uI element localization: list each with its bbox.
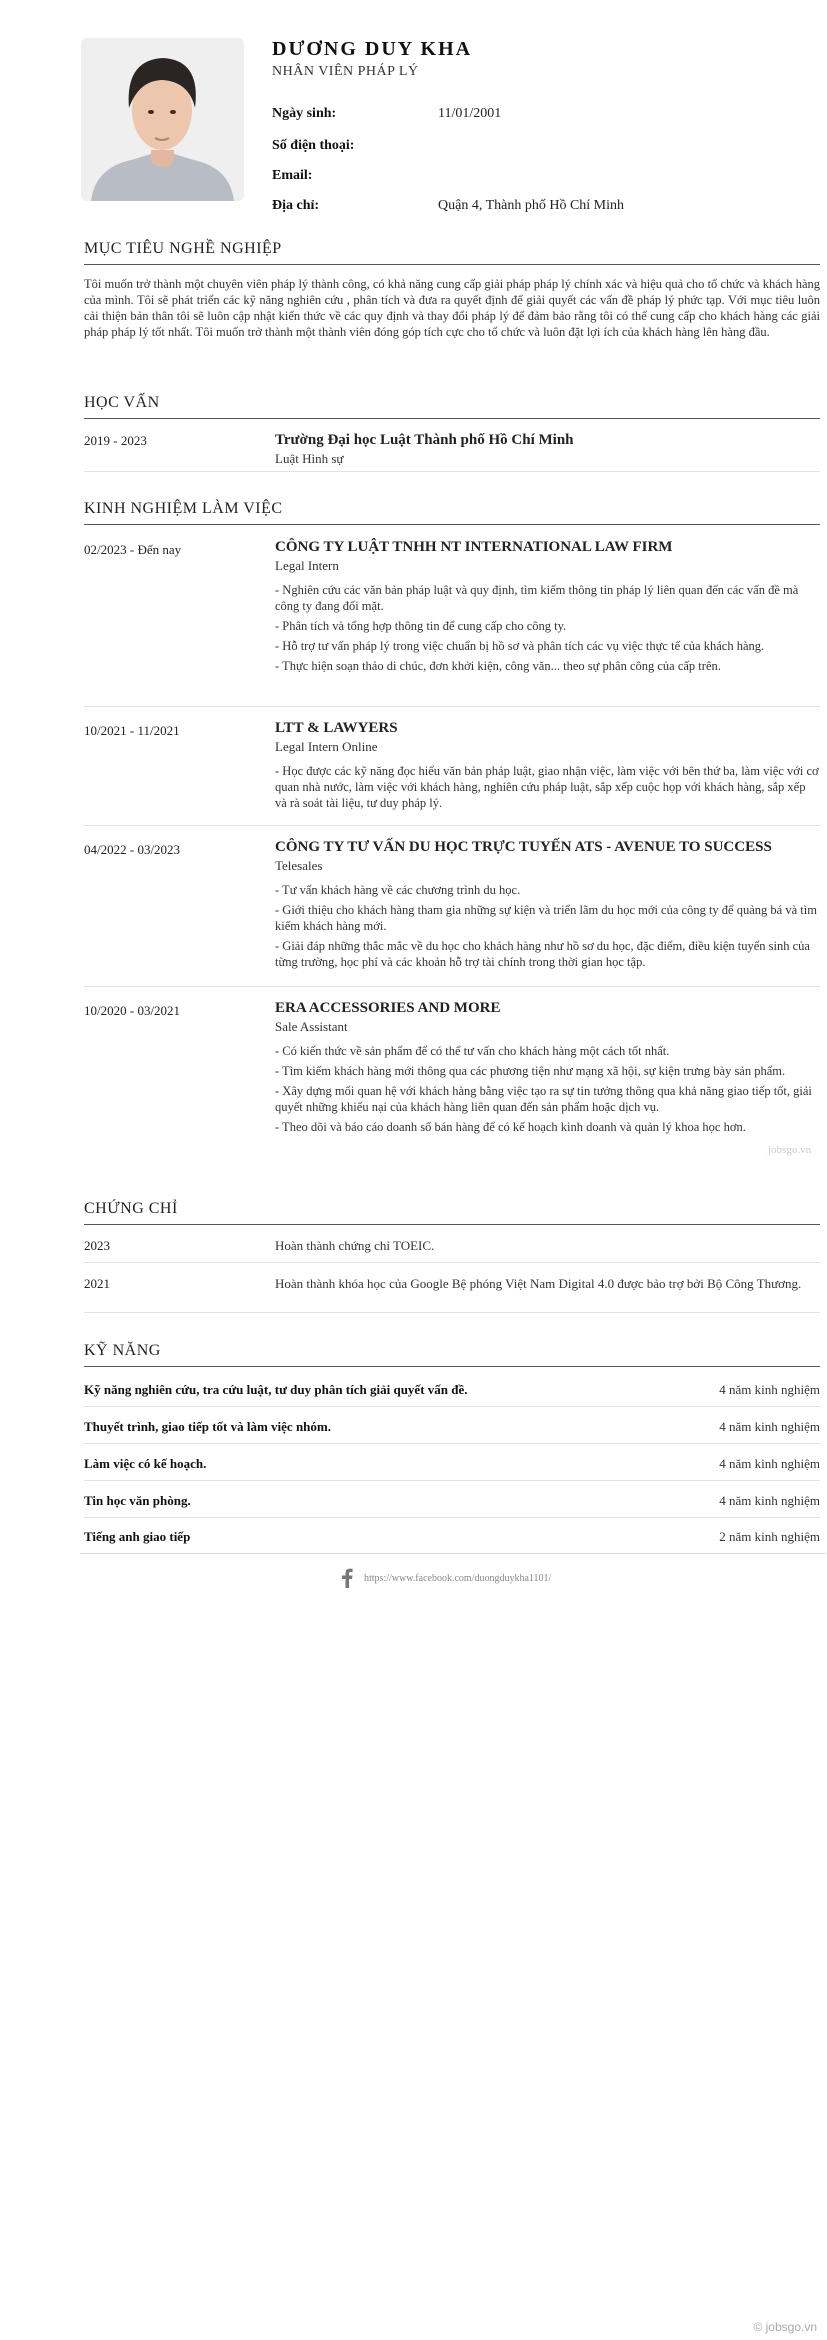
duty-item: - Hỗ trợ tư vấn pháp lý trong việc chuẩn bị hồ sơ và phân tích các vụ việc thực tế của khách hàng. (275, 639, 765, 653)
certificate-year: 2023 (84, 1238, 110, 1253)
skill-name: Tiếng anh giao tiếp (84, 1529, 191, 1544)
section-title-skills: KỸ NĂNG (84, 1342, 820, 1367)
experience-date: 04/2022 - 03/2023 (84, 842, 181, 857)
divider (84, 986, 820, 987)
info-label: Số điện thoại: (272, 138, 355, 153)
duty-item: - Nghiên cứu các văn bản pháp luật và quy định, tìm kiếm thông tin pháp lý liên quan đến các vấn đề mà công ty đang đối mặt. (275, 583, 799, 613)
school-name: Trường Đại học Luật Thành phố Hồ Chí Minh (275, 432, 574, 448)
divider (84, 1262, 820, 1263)
duty-item: - Xây dựng mối quan hệ với khách hàng bằng việc tạo ra sự tin tưởng thông qua khả năng giao tiếp tốt, giải quyết những khiếu nại của khách hàng liên quan đến sản phẩm hoặc dịch vụ. (275, 1084, 812, 1114)
experience-entry (275, 539, 820, 678)
divider (84, 1312, 820, 1313)
experience-date: 02/2023 - Đến nay (84, 542, 182, 557)
experience-date: 10/2021 - 11/2021 (84, 723, 180, 738)
divider (84, 706, 820, 707)
skill-name: Tin học văn phòng. (84, 1493, 191, 1508)
duty-item: - Giới thiệu cho khách hàng tham gia những sự kiện và triển lãm du học mới của công ty để quảng bá và tìm kiếm khách hàng mới. (275, 903, 817, 933)
skill-experience: 2 năm kinh nghiệm (719, 1529, 820, 1544)
duty-item: - Giải đáp những thắc mắc về du học cho khách hàng như hồ sơ du học, đặc điểm, điều kiện tuyển sinh của từng trường, học phí và các khoản hỗ trợ tài chính trong thời gian học tập. (275, 939, 810, 969)
skill-experience: 4 năm kinh nghiệm (719, 1382, 820, 1397)
duty-item: - Phân tích và tổng hợp thông tin để cung cấp cho công ty. (275, 619, 567, 633)
job-role: Telesales (275, 858, 323, 873)
education-date: 2019 - 2023 (84, 433, 147, 448)
skill-name: Thuyết trình, giao tiếp tốt và làm việc nhóm. (84, 1419, 331, 1434)
duty-item: - Theo dõi và báo cáo doanh số bán hàng để có kế hoạch kinh doanh và quản lý khoa học hơn. (275, 1120, 746, 1134)
duty-item: - Tư vấn khách hàng về các chương trình du học. (275, 883, 521, 897)
job-role: Legal Intern Online (275, 739, 378, 754)
section-title-objective: MỤC TIÊU NGHỀ NGHIỆP (84, 240, 820, 265)
divider (84, 825, 820, 826)
candidate-name: DƯƠNG DUY KHA (272, 38, 473, 60)
profile-photo (81, 38, 244, 201)
experience-entry (275, 1000, 820, 1139)
watermark-text: jobsgo.vn (768, 1144, 812, 1156)
company-name: CÔNG TY TƯ VẤN DU HỌC TRỰC TUYẾN ATS - AVENUE TO SUCCESS (275, 839, 772, 855)
duty-list (275, 1043, 820, 1135)
skill-experience: 4 năm kinh nghiệm (719, 1419, 820, 1434)
company-name: CÔNG TY LUẬT TNHH NT INTERNATIONAL LAW FIRM (275, 539, 673, 555)
certificate-text: Hoàn thành khóa học của Google Bệ phóng Việt Nam Digital 4.0 được bảo trợ bởi Bộ Công Thương. (275, 1276, 802, 1291)
experience-entry (275, 720, 820, 815)
divider (84, 1406, 820, 1407)
section-title-education: HỌC VẤN (84, 394, 820, 419)
education-entry (275, 432, 820, 467)
company-name: LTT & LAWYERS (275, 720, 398, 736)
facebook-url[interactable]: https://www.facebook.com/duongduykha1101/ (364, 1572, 552, 1584)
school-major: Luật Hình sự (275, 451, 344, 466)
objective-text: Tôi muốn trở thành một chuyên viên pháp lý thành công, có khả năng cung cấp giải pháp pháp lý chính xác và hiệu quả cho tổ chức và khách hàng của mình. Tôi sẽ phát triển các kỹ năng nghiên cứu , phân tích và đưa ra quyết định để giải quyết các vấn đề pháp lý phức tạp. Với mục tiêu luôn cải thiện bản thân tôi sẽ luôn cập nhật kiến thức về các quy định và thay đổi pháp lý để đảm bảo rằng tôi có thể cung cấp cho khách hàng các giải pháp pháp lý tốt nhất. Tôi muốn trở thành một thành viên đóng góp tích cực cho tổ chức và luôn đặt lợi ích của khách hàng lên hàng đầu. (84, 277, 820, 339)
facebook-link[interactable] (340, 1568, 551, 1588)
facebook-icon (340, 1568, 354, 1588)
divider (84, 471, 820, 472)
job-role: Sale Assistant (275, 1019, 348, 1034)
info-label: Địa chỉ: (272, 198, 320, 213)
skill-name: Làm việc có kế hoạch. (84, 1456, 207, 1471)
info-label: Ngày sinh: (272, 106, 337, 121)
info-label: Email: (272, 168, 313, 183)
divider (80, 1553, 826, 1554)
info-value: 11/01/2001 (438, 106, 502, 121)
company-name: ERA ACCESSORIES AND MORE (275, 1000, 501, 1016)
skill-experience: 4 năm kinh nghiệm (719, 1456, 820, 1471)
duty-item: - Có kiến thức về sản phẩm để có thể tư vấn cho khách hàng một cách tốt nhất. (275, 1044, 670, 1058)
section-title-certificates: CHỨNG CHỈ (84, 1200, 820, 1225)
duty-item: - Học được các kỹ năng đọc hiểu văn bản pháp luật, giao nhận việc, làm việc với bên thứ ba, làm việc với cơ quan nhà nước, làm việc với khách hàng, nghiên cứu pháp luật, sắp xếp cuộc họp với khách hàng, sắp xếp và rà soát tài liệu, tư duy pháp lý. (275, 764, 819, 810)
certificate-year: 2021 (84, 1276, 110, 1291)
divider (84, 1480, 820, 1481)
divider (84, 1443, 820, 1444)
duty-list (275, 582, 820, 674)
info-value: Quận 4, Thành phố Hồ Chí Minh (438, 198, 625, 213)
divider (84, 1517, 820, 1518)
candidate-title: NHÂN VIÊN PHÁP LÝ (272, 64, 419, 79)
skill-name: Kỹ năng nghiên cứu, tra cứu luật, tư duy phân tích giải quyết vấn đề. (84, 1382, 468, 1397)
duty-list (275, 882, 820, 970)
job-role: Legal Intern (275, 558, 339, 573)
experience-entry (275, 839, 820, 974)
certificate-text: Hoàn thành chứng chỉ TOEIC. (275, 1238, 435, 1253)
duty-list (275, 763, 820, 811)
duty-item: - Tìm kiếm khách hàng mới thông qua các phương tiện như mạng xã hội, sự kiện trưng bày sản phẩm. (275, 1064, 786, 1078)
experience-date: 10/2020 - 03/2021 (84, 1003, 181, 1018)
section-title-experience: KINH NGHIỆM LÀM VIỆC (84, 500, 820, 525)
duty-item: - Thực hiện soạn thảo di chúc, đơn khởi kiện, công văn... theo sự phân công của cấp trên. (275, 659, 721, 673)
skill-experience: 4 năm kinh nghiệm (719, 1493, 820, 1508)
footer-brand: © jobsgo.vn (753, 2320, 817, 2334)
